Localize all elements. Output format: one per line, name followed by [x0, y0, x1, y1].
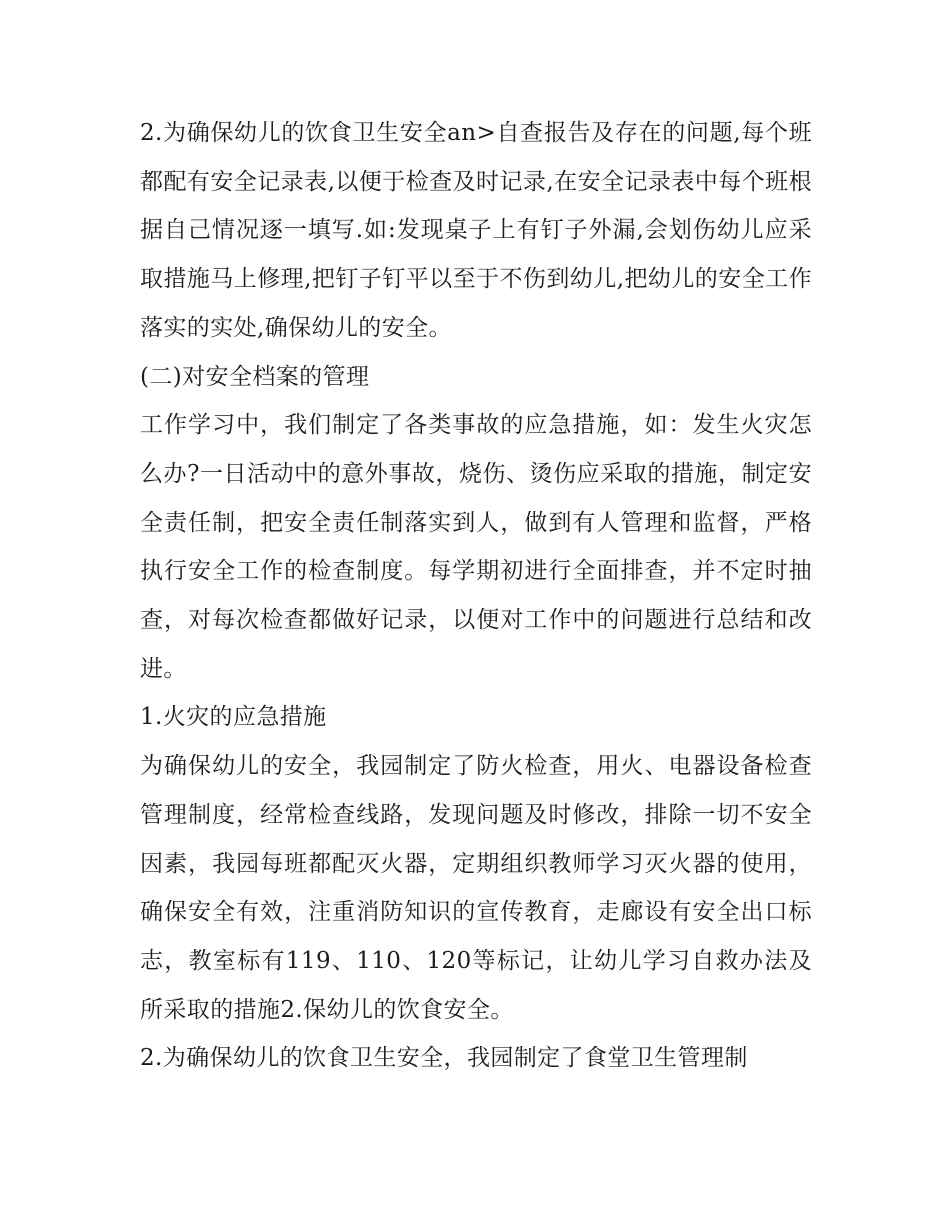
- section-heading-safety-archives: (二)对安全档案的管理: [140, 363, 370, 390]
- document-body: [140, 109, 812, 1083]
- paragraph-food-safety-records: 2.为确保幼儿的饮食卫生安全an>自查报告及存在的问题,每个班都配有安全记录表,以便于检查及时记录,在安全记录表中每个班根据自己情况逐一填写.如:发现桌子上有钉子外漏,会划伤幼儿应采取措施马上修理,把钉子钉平以至于不伤到幼儿,把幼儿的安全工作落实的实处,确保幼儿的安全。: [140, 120, 812, 341]
- subheading-fire-emergency: 1.火灾的应急措施: [140, 704, 327, 731]
- paragraph-fire-safety: 为确保幼儿的安全，我园制定了防火检查，用火、电器设备检查管理制度，经常检查线路，发现问题及时修改，排除一切不安全因素，我园每班都配灭火器，定期组织教师学习灭火器的使用，确保安全有效，注重消防知识的宣传教育，走廊设有安全出口标志，教室标有119、110、120等标记，让幼儿学习自救办法及所采取的措施2.保幼儿的饮食安全。: [140, 753, 812, 1023]
- paragraph-food-hygiene: 2.为确保幼儿的饮食卫生安全，我园制定了食堂卫生管理制: [140, 1045, 748, 1072]
- paragraph-emergency-measures: 工作学习中，我们制定了各类事故的应急措施，如：发生火灾怎么办?一日活动中的意外事故，烧伤、烫伤应采取的措施，制定安全责任制，把安全责任制落实到人，做到有人管理和监督，严格执行安全工作的检查制度。每学期初进行全面排查，并不定时抽查，对每次检查都做好记录，以便对工作中的问题进行总结和改进。: [140, 412, 812, 682]
